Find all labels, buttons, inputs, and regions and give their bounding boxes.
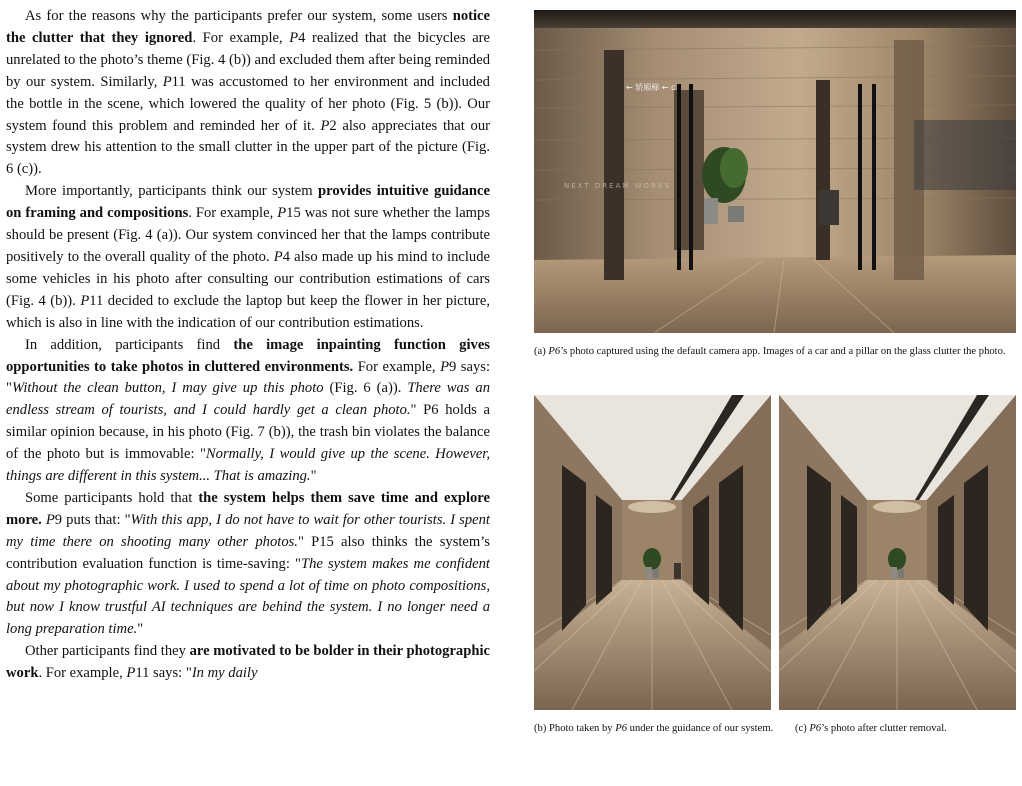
text-segment: Other participants find they [25, 643, 190, 660]
text-segment: P [45, 511, 55, 528]
text-segment: More importantly, participants think our system [25, 183, 319, 200]
text-segment: 9 says: " [6, 358, 490, 397]
text-segment: notice the clutter that they ignored [6, 8, 490, 46]
paragraph-4 [6, 488, 490, 641]
text-segment: 9 puts that: " [54, 511, 131, 528]
text-segment: In addition, participants find [25, 336, 234, 353]
figure-b-caption: (b) Photo taken by P6 under the guidance of our system. [534, 723, 774, 734]
paragraph-1 [6, 6, 490, 181]
text-segment: . For example, [192, 29, 290, 46]
text-segment: P [126, 665, 136, 682]
text-segment: With this app, I do not have to wait for other tourists. I spent my time there on shooting many other photos. [6, 511, 490, 550]
figure-b-photo [534, 395, 771, 710]
text-segment: The system makes me confident about my photographic work. I used to spend a lot of time on photo compositions, but now I know trustful AI techniques are behind the system. I no longer need a long preparation time. [6, 555, 490, 638]
text-segment: provides intuitive guidance on framing and compositions [6, 183, 490, 222]
text-segment: As for the reasons why the participants prefer our system, some users [25, 8, 453, 24]
text-segment: 15 was not sure whether the lamps should be present (Fig. 4 (a)). Our system convinced her that the lamps contribute positively to the overall quality of the photo. [6, 205, 490, 265]
paragraph-3 [6, 335, 490, 488]
paragraph-2 [6, 181, 490, 334]
text-segment: P [80, 292, 90, 309]
figure-c-caption: (c) P6’s photo after clutter removal. [795, 723, 947, 734]
text-segment: . For example, [188, 205, 278, 222]
text-segment: " [310, 468, 317, 485]
text-segment: . For example, [38, 665, 127, 682]
text-segment: Normally, I would give up the scene. However, things are different in this system... That is amazing. [6, 446, 491, 485]
text-segment: 4 realized that the bicycles are unrelated to the photo’s theme (Fig. 4 (b)) and excluded them after being reminded by our system. Similarly, [6, 29, 491, 90]
text-segment: P [273, 248, 283, 265]
figure-a-caption: (a) P6’s photo captured using the default camera app. Images of a car and a pillar on the glass clutter the photo. [534, 346, 1006, 357]
text-segment: " P6 holds a similar opinion because, in his photo (Fig. 7 (b)), the trash bin violates the balance of the photo but is immovable: " [6, 402, 490, 463]
text-segment: 11 was accustomed to her environment and included the bottle in the scene, which lowered the quality of her photo (Fig. 5 (b)). Our system found this problem and reminded her of it. [6, 73, 490, 134]
text-segment: 11 decided to exclude the laptop but keep the flower in her picture, which is also in line with the indication of our contribution estimations. [6, 292, 490, 331]
text-segment: P [440, 358, 449, 375]
text-segment: 11 says: " [135, 665, 192, 682]
text-segment: the system helps them save time and explore more. [6, 489, 490, 528]
text-segment: Without the clean button, I may give up this photo [11, 380, 324, 397]
text-segment: There was an endless stream of tourists, and I could hardly get a clean photo. [6, 380, 490, 419]
text-segment: 4 also made up his mind to include some vehicles in his photo after consulting our contribution estimations of cars (Fig. 4 (b)). [6, 248, 490, 309]
figure-a-photo [534, 10, 1016, 333]
door-sign-text: ← 轿厢梯 ← ⅽ [626, 83, 676, 92]
text-segment: P [289, 29, 299, 46]
wall-lettering: NEXT DREAM WORKS [564, 182, 671, 190]
text-segment: Some participants hold that [25, 489, 199, 506]
text-segment: In my daily [191, 665, 258, 682]
text-segment: P [277, 205, 287, 222]
figure-c-photo [779, 395, 1016, 710]
body-text-column [6, 6, 490, 685]
text-segment: the image inpainting function gives opportunities to take photos in cluttered environments. [6, 336, 490, 375]
text-segment: P [162, 73, 172, 90]
text-segment: For example, [353, 358, 441, 375]
text-segment: 2 also appreciates that our system drew his attention to the small clutter in the upper part of the picture (Fig. 6 (c)). [6, 117, 490, 178]
text-segment: " P15 also thinks the system’s contribution evaluation function is time-saving: " [6, 533, 490, 572]
text-segment: P [320, 117, 330, 134]
text-segment: are motivated to be bolder in their photographic work [6, 643, 490, 682]
text-segment: (Fig. 6 (a)). [323, 380, 408, 397]
paragraph-5 [6, 641, 490, 685]
text-segment: " [137, 621, 144, 638]
